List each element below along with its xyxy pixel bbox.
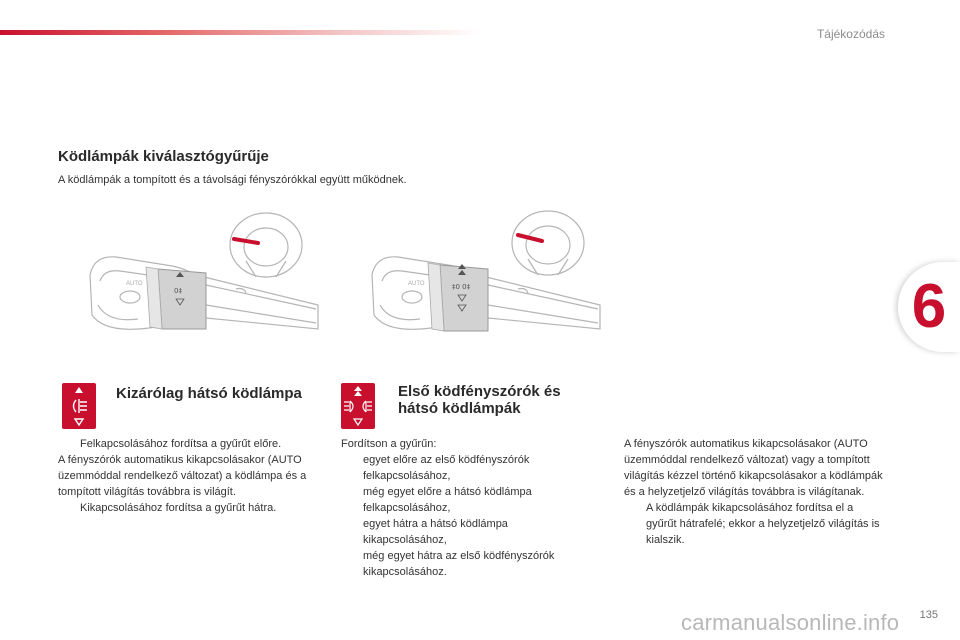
rear-only-bullet-on: Felkapcsolásához fordítsa a gyűrűt előre. (80, 438, 282, 450)
rear-only-title: Kizárólag hátsó ködlámpa (116, 385, 302, 402)
svg-text:AUTO: AUTO (408, 281, 425, 287)
rear-fog-lamp-icon (62, 383, 96, 429)
rear-only-bullet-off: Kikapcsolásához fordítsa a gyűrűt hátra. (80, 502, 277, 514)
page-title: Ködlámpák kiválasztógyűrűje (58, 148, 269, 165)
svg-text:0‡: 0‡ (174, 287, 182, 295)
front-rear-bullet-3: egyet hátra a hátsó ködlámpa kikapcsolásához, (363, 518, 508, 546)
front-rear-bullet-1: egyet előre az első ködfényszórók felkapcsolásához, (363, 454, 530, 482)
front-and-rear-fog-lamp-icon (341, 383, 375, 429)
auto-off-note: A fényszórók automatikus kikapcsolásakor (AUTO üzemmóddal rendelkező változat) vagy a tompított világítás kézzel történő kikapcsolásakor a ködlámpák és a helyzetjelző világítás továbbra is világítanak. (624, 438, 883, 498)
auto-off-bullet: A ködlámpák kikapcsolásához fordítsa el a gyűrűt hátrafelé; ekkor a helyzetjelző világítás is kialszik. (646, 502, 880, 546)
watermark: carmanualsonline.info (681, 610, 900, 635)
svg-text:AUTO: AUTO (126, 281, 143, 287)
lighting-stalk-front-rear-fog-illustration (368, 205, 604, 355)
rear-only-auto-note: A fényszórók automatikus kikapcsolásakor (AUTO üzemmóddal rendelkező változat) a ködlámpa és a tompított világítás továbbra is világít. (58, 454, 307, 498)
section-name: Tájékozódás (816, 27, 885, 41)
intro-text: A ködlámpák a tompított és a távolsági fényszórókkal együtt működnek. (58, 174, 407, 186)
front-rear-text (341, 436, 591, 580)
rear-only-text (58, 436, 310, 516)
svg-text:‡0 0‡: ‡0 0‡ (452, 283, 471, 291)
front-rear-lead: Fordítson a gyűrűn: (341, 438, 437, 450)
chapter-tab: 6 (898, 262, 960, 352)
page-number: 135 (919, 609, 938, 621)
front-rear-bullet-4: még egyet hátra az első ködfényszórók kikapcsolásához. (363, 550, 555, 578)
auto-off-text (624, 436, 884, 548)
lighting-stalk-rear-fog-illustration (86, 205, 322, 355)
front-rear-bullet-2: még egyet előre a hátsó ködlámpa felkapcsolásához, (363, 486, 532, 514)
header-accent-bar (0, 30, 480, 35)
front-rear-title: Első ködfényszórók és hátsó ködlámpák (398, 383, 561, 417)
